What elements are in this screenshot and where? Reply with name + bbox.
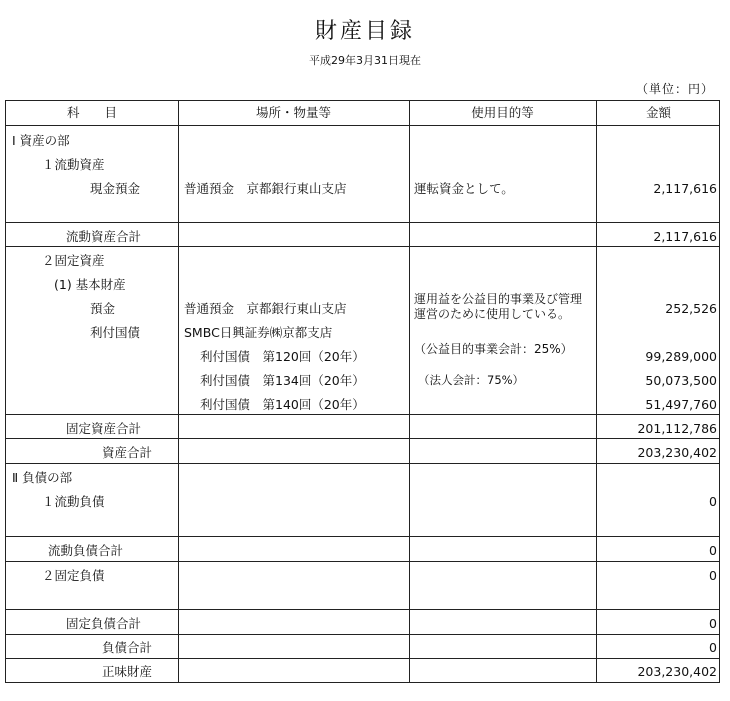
fixed-liabilities-total-label: 固定負債合計 (66, 616, 142, 631)
row-rule (6, 438, 719, 439)
header-rule (6, 125, 719, 126)
col-header-location: 場所・物量等 (255, 105, 331, 120)
bond-location: SMBC日興証券㈱京都支店 (184, 325, 333, 340)
current-assets-total: 2,117,616 (653, 229, 717, 244)
row-rule (6, 222, 719, 223)
as-of-date: 平成29年3月31日現在 (309, 54, 421, 67)
fixed-liabilities-title: ２固定負債 (42, 568, 105, 583)
row-rule (6, 658, 719, 659)
corporate-ratio: （法人会計：75%） (418, 373, 525, 387)
bond-amount: 50,073,500 (645, 373, 717, 388)
basic-property-title: (1) 基本財産 (54, 277, 126, 292)
assets-total-label: 資産合計 (102, 445, 153, 460)
row-rule (6, 536, 719, 537)
fixed-assets-title: ２固定資産 (42, 253, 105, 268)
bond-amount: 51,497,760 (645, 397, 717, 412)
net-assets-amount: 203,230,402 (637, 664, 717, 679)
current-liabilities-total: 0 (709, 543, 717, 558)
fixed-assets-total-label: 固定資産合計 (66, 421, 142, 436)
col-header-purpose: 使用目的等 (471, 105, 534, 120)
bond-item: 利付国債 第120回（20年） (200, 349, 365, 364)
assets-section-title: Ⅰ 資産の部 (12, 133, 70, 148)
row-rule (6, 463, 719, 464)
liabilities-total-label: 負債合計 (102, 640, 153, 655)
row-rule (6, 246, 719, 247)
col-header-subject: 科 目 (66, 105, 117, 120)
row-rule (6, 609, 719, 610)
document-title: 財産目録 (314, 19, 415, 44)
bond-item: 利付国債 第134回（20年） (200, 373, 365, 388)
bond-label: 利付国債 (90, 325, 141, 340)
col-divider-3 (596, 101, 597, 682)
fixed-assets-purpose: 運用益を公益目的事業及び管理運営のために使用している。 (414, 292, 583, 321)
public-benefit-ratio: （公益目的事業会計：25%） (414, 342, 573, 356)
col-header-amount: 金額 (645, 105, 671, 120)
deposit-amount: 252,526 (665, 301, 717, 316)
bond-item: 利付国債 第140回（20年） (200, 397, 365, 412)
fixed-liabilities-total: 0 (709, 616, 717, 631)
deposit-location: 普通預金 京都銀行東山支店 (184, 301, 347, 316)
current-assets-total-label: 流動資産合計 (66, 229, 142, 244)
row-rule (6, 414, 719, 415)
col-divider-2 (409, 101, 410, 682)
fixed-liabilities-amount: 0 (709, 568, 717, 583)
fixed-assets-total: 201,112,786 (637, 421, 717, 436)
bond-amount: 99,289,000 (645, 349, 717, 364)
current-liabilities-amount: 0 (709, 494, 717, 509)
current-liabilities-title: １流動負債 (42, 494, 105, 509)
cash-location: 普通預金 京都銀行東山支店 (184, 181, 347, 196)
deposit-label: 預金 (90, 301, 116, 316)
cash-purpose: 運転資金として。 (414, 181, 514, 196)
unit-label: （単位：円） (635, 82, 714, 96)
row-rule (6, 634, 719, 635)
liabilities-total: 0 (709, 640, 717, 655)
inventory-table (5, 100, 720, 683)
liabilities-section-title: Ⅱ 負債の部 (12, 470, 73, 485)
current-assets-title: １流動資産 (42, 157, 105, 172)
col-divider-1 (178, 101, 179, 682)
row-rule (6, 561, 719, 562)
cash-label: 現金預金 (90, 181, 141, 196)
assets-total: 203,230,402 (637, 445, 717, 460)
net-assets-label: 正味財産 (102, 664, 153, 679)
current-liabilities-total-label: 流動負債合計 (48, 543, 124, 558)
cash-amount: 2,117,616 (653, 181, 717, 196)
